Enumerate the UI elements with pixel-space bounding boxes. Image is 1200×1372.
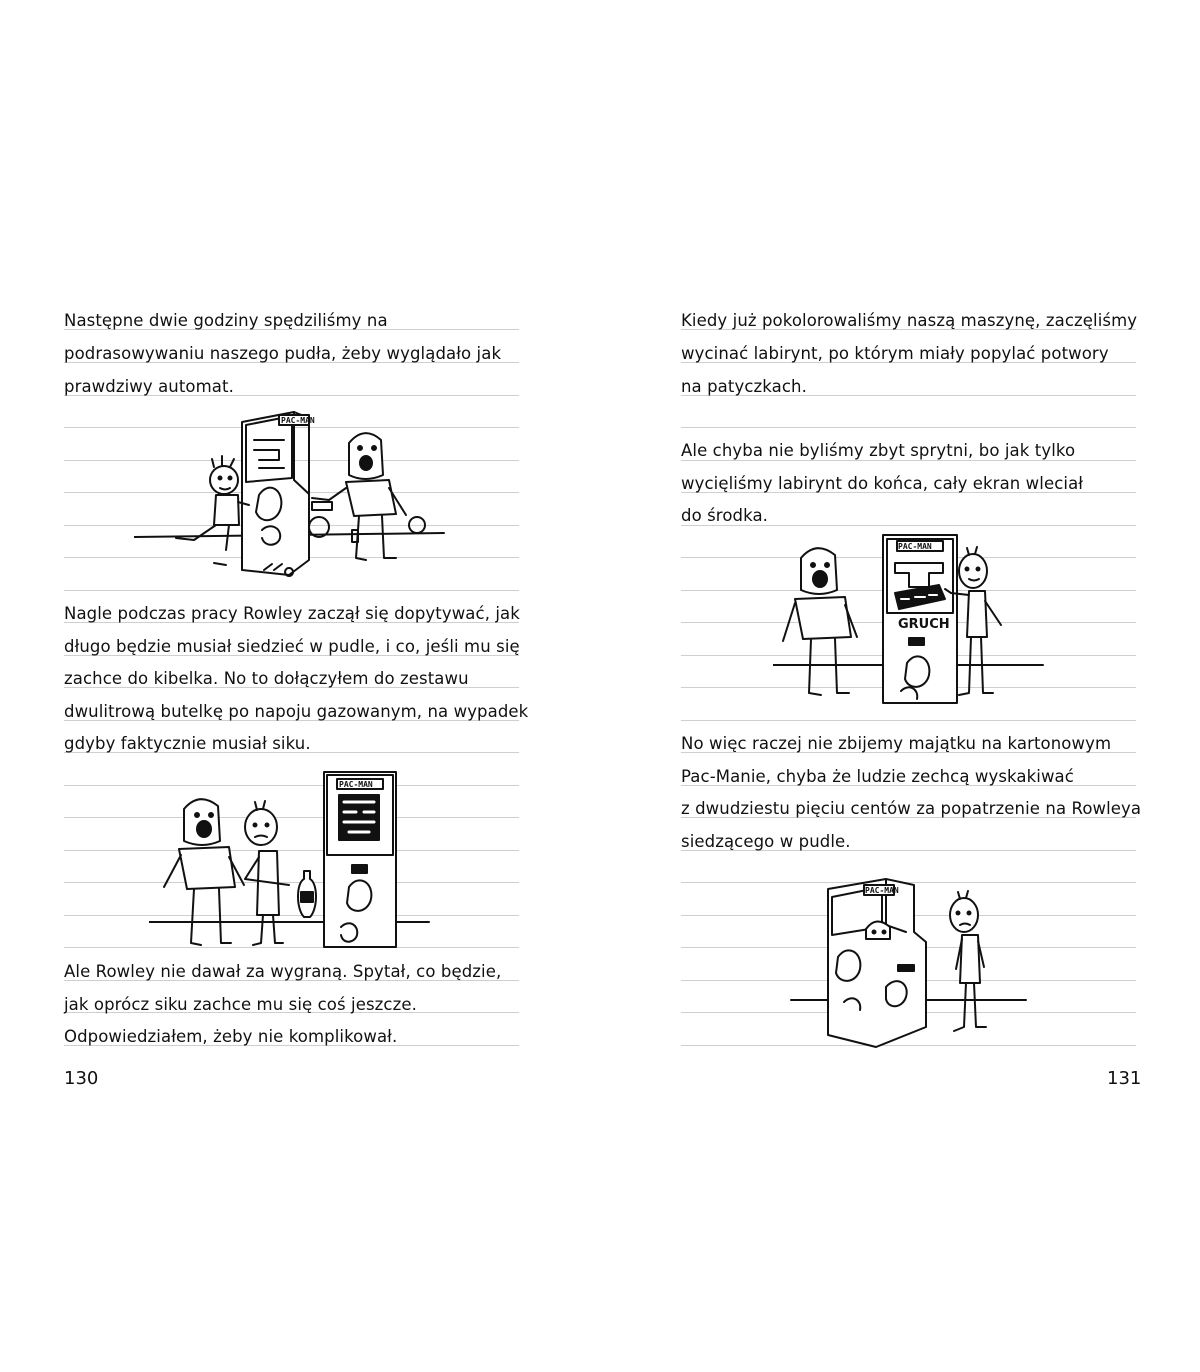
text-line: jak oprócz siku zachce mu się coś jeszcze. [64, 995, 417, 1014]
text-line: wycięliśmy labirynt do końca, cały ekran wleciał [681, 474, 1084, 493]
text-line: Następne dwie godziny spędziliśmy na [64, 311, 388, 330]
ruled-line [681, 427, 1136, 428]
arcade-logo: PAC-MAN [898, 542, 932, 551]
text-line: dwulitrową butelkę po napoju gazowanym, na wypadek [64, 702, 529, 721]
text-line: długo będzie musiał siedzieć w pudle, i co, jeśli mu się [64, 637, 520, 656]
text-line: Ale Rowley nie dawał za wygraną. Spytał, co będzie, [64, 962, 502, 981]
ruled-line [681, 525, 1136, 526]
illustration-rowley-in-box [786, 877, 1046, 1052]
illustration-decorating-arcade [134, 410, 454, 585]
text-line: Pac-Manie, chyba że ludzie zechcą wyskakiwać [681, 767, 1074, 786]
ruled-line [681, 720, 1136, 721]
page-number-left: 130 [64, 1068, 99, 1089]
text-line: Nagle podczas pracy Rowley zaczął się dopytywać, jak [64, 604, 520, 623]
text-line: siedzącego w pudle. [681, 832, 851, 851]
ruled-line [64, 590, 519, 591]
arcade-logo: PAC-MAN [281, 416, 315, 425]
arcade-logo: PAC-MAN [865, 886, 899, 895]
text-line: Kiedy już pokolorowaliśmy naszą maszynę, zaczęliśmy [681, 311, 1138, 330]
page-number-right: 131 [1107, 1068, 1142, 1089]
text-line: zachce do kibelka. No to dołączyłem do zestawu [64, 669, 469, 688]
text-line: podrasowywaniu naszego pudła, żeby wyglądało jak [64, 344, 502, 363]
illustration-soda-bottle [149, 767, 439, 952]
text-line: Odpowiedziałem, żeby nie komplikował. [64, 1027, 398, 1046]
text-line: gdyby faktycznie musiał siku. [64, 734, 311, 753]
text-line: na patyczkach. [681, 377, 807, 396]
illustration-screen-falls-in [773, 533, 1048, 708]
text-line: No więc raczej nie zbijemy majątku na kartonowym [681, 734, 1112, 753]
arcade-logo: PAC-MAN [339, 780, 373, 789]
text-line: z dwudziestu pięciu centów za popatrzenie na Rowleya [681, 799, 1142, 818]
sound-effect-text: GRUCH [898, 617, 950, 632]
ruled-line [681, 460, 1136, 461]
text-line: do środka. [681, 506, 769, 525]
text-line: Ale chyba nie byliśmy zbyt sprytni, bo jak tylko [681, 441, 1076, 460]
text-line: wycinać labirynt, po którym miały popylać potwory [681, 344, 1109, 363]
text-line: prawdziwy automat. [64, 377, 234, 396]
